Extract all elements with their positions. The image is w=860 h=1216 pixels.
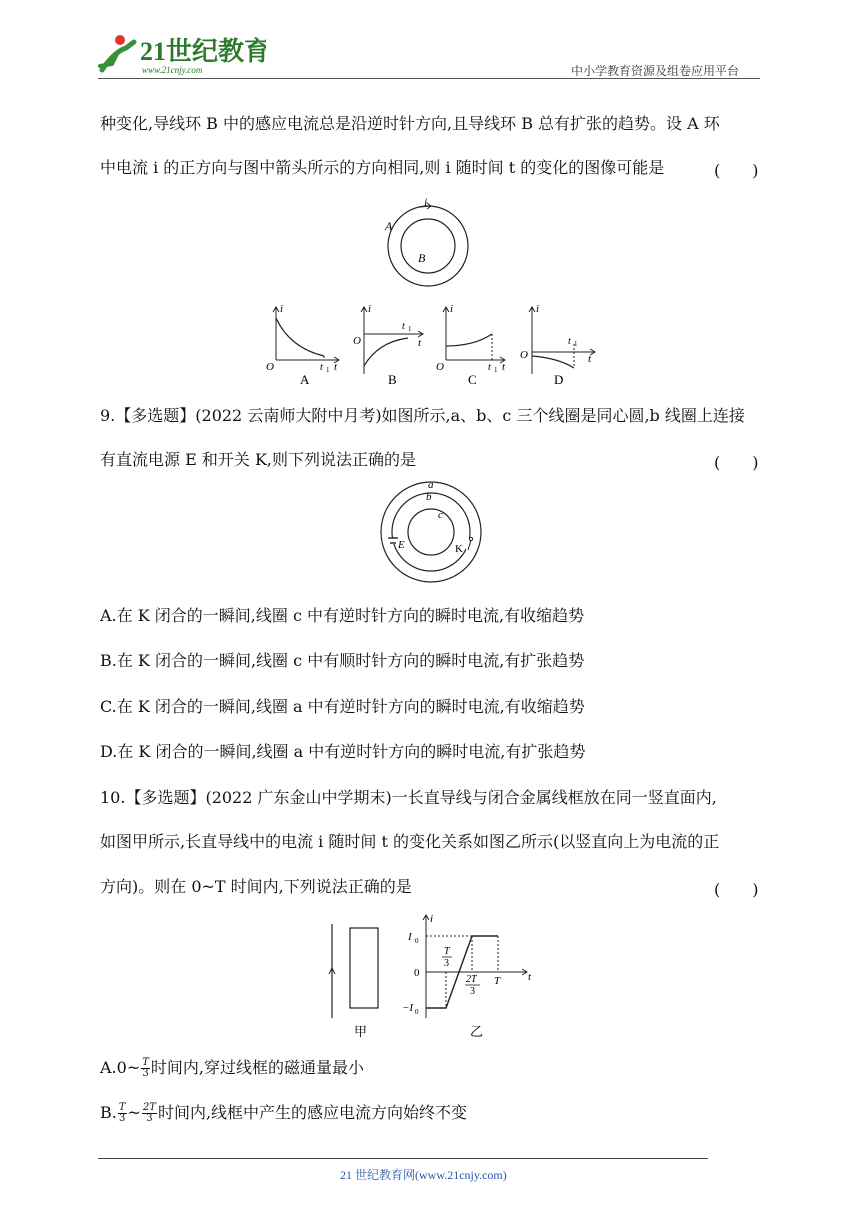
svg-text:T: T [444,946,450,957]
svg-text:O: O [520,349,528,361]
q10-fig-jia [318,918,398,1044]
svg-text:1: 1 [574,340,578,348]
platform-name: 中小学教育资源及组卷应用平台 [571,64,740,78]
svg-text:t: t [502,361,506,373]
svg-text:1: 1 [494,366,498,374]
svg-text:i: i [450,303,454,315]
q10-line2: 如图甲所示,长直导线中的电流 i 随时间 t 的变化关系如图乙所示(以竖直向上为电流的正 [100,832,720,851]
site-logo [96,30,266,82]
svg-text:t: t [402,321,405,332]
q9-option-C: C.在 K 闭合的一瞬间,线圈 a 中有逆时针方向的瞬时电流,有收缩趋势 [100,697,585,716]
header-divider [98,78,760,79]
svg-text:I: I [408,931,412,943]
footer-divider [98,1158,708,1159]
q10-option-A: A.0~ $\frac{T}{3}$ 时间内,穿过线框的磁通量最小 [100,1057,364,1079]
q9-line2: 有直流电源 E 和开关 K,则下列说法正确的是 [100,450,416,469]
graph-label-C: C [468,372,477,387]
q9-answer-paren: ( ) [714,453,759,472]
svg-text:O: O [436,361,444,373]
logo-text: 21世纪教育 [140,37,266,66]
runner-icon [100,35,134,70]
footer-text: 21 世纪教育网(www.21cnjy.com) [340,1168,507,1182]
q9-option-B: B.在 K 闭合的一瞬间,线圈 c 中有顺时针方向的瞬时电流,有扩张趋势 [100,651,585,670]
svg-text:t: t [334,361,338,373]
graph-label-B: B [388,372,397,387]
graph-D [520,303,595,387]
q9-option-D: D.在 K 闭合的一瞬间,线圈 a 中有逆时针方向的瞬时电流,有扩张趋势 [100,742,586,761]
svg-text:t: t [528,971,532,983]
svg-text:O: O [266,361,274,373]
q9-line1: 9.【多选题】(2022 云南师大附中月考)如图所示,a、b、c 三个线圈是同心圆,b 线圈上连接 [100,406,745,425]
svg-text:0: 0 [414,967,420,979]
svg-text:3: 3 [444,958,449,969]
q10-line1: 10.【多选题】(2022 广东金山中学期末)一长直导线与闭合金属线框放在同一竖直面内, [100,788,717,807]
svg-text:0: 0 [415,937,419,945]
coil-label-a: a [428,479,434,491]
coil-label-b: b [426,491,432,503]
coil-label-c: c [438,509,443,521]
q10-answer-paren: ( ) [714,880,759,899]
svg-text:0: 0 [415,1008,419,1016]
q8-fig-i: i [424,196,428,209]
graph-label-D: D [554,372,564,387]
svg-text:i: i [430,913,434,925]
q8-line1: 种变化,导线环 B 中的感应电流总是沿逆时针方向,且导线环 B 总有扩张的趋势。设 A 环 [100,114,720,133]
q8-answer-paren: ( ) [714,161,759,180]
q8-line2: 中电流 i 的正方向与图中箭头所示的方向相同,则 i 随时间 t 的变化的图像可能是 [100,158,665,177]
svg-text:−I: −I [402,1002,414,1014]
svg-text:3: 3 [470,986,475,997]
svg-text:t: t [320,362,323,373]
q8-rings-figure [380,196,480,290]
q9-option-A: A.在 K 闭合的一瞬间,线圈 c 中有逆时针方向的瞬时电流,有收缩趋势 [100,606,585,625]
graph-label-A: A [300,372,310,387]
graph-A [266,303,339,387]
svg-text:t: t [488,362,491,373]
svg-text:i: i [368,303,372,315]
svg-text:i: i [536,303,540,315]
q10-fig-yi [400,910,540,1044]
source-label-E: E [398,539,405,551]
q10-option-B: B. $\frac{T}{3}$ ~ $\frac{2T}{3}$ 时间内,线框中产生的感应电流方向始终不变 [100,1102,468,1124]
q9-coils-figure [376,476,486,586]
label-jia: 甲 [354,1024,368,1039]
graph-C [436,303,506,387]
q10-line3: 方向)。则在 0~T 时间内,下列说法正确的是 [100,877,412,896]
svg-text:t: t [568,336,571,347]
svg-text:t: t [418,337,422,349]
svg-text:i: i [280,303,284,315]
q8-fig-B: B [418,251,426,265]
svg-text:t: t [588,353,592,365]
svg-text:1: 1 [326,366,330,374]
graph-B [353,303,423,387]
switch-label-K: K [455,543,463,555]
svg-text:O: O [353,335,361,347]
q8-graphs [262,300,602,392]
svg-text:2T: 2T [466,974,477,985]
svg-text:1: 1 [408,325,412,333]
svg-text:T: T [494,975,501,987]
q8-fig-A: A [385,219,393,233]
logo-url: www.21cnjy.com [142,65,203,75]
label-yi: 乙 [470,1024,484,1039]
